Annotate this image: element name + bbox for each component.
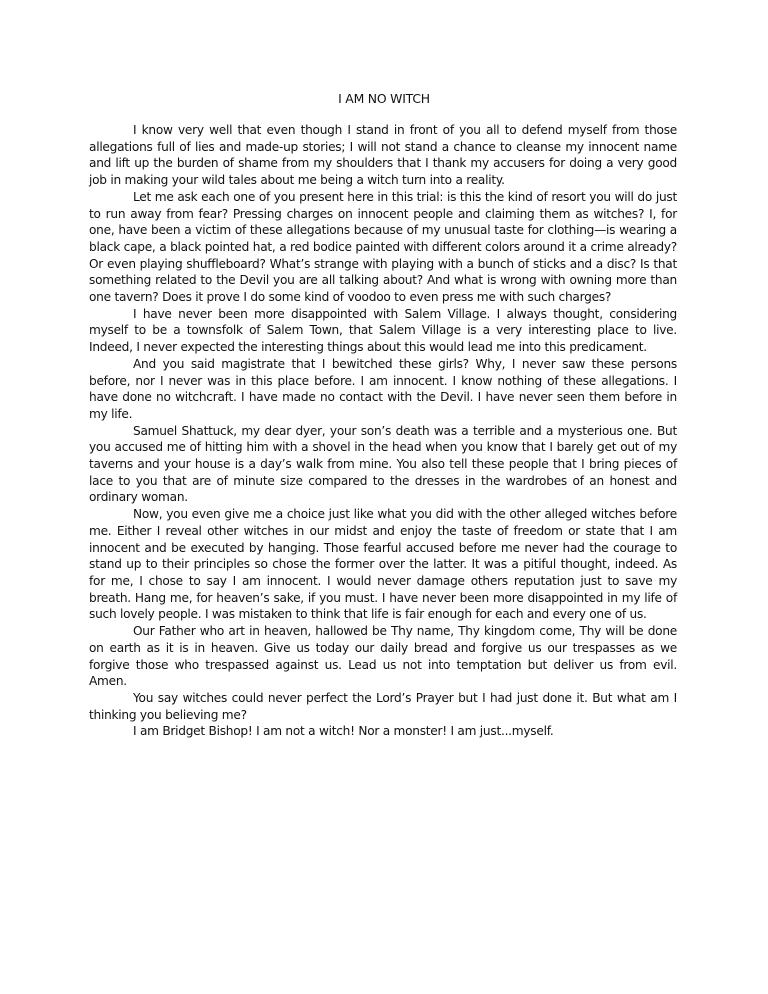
- paragraph: I am Bridget Bishop! I am not a witch! Nor a monster! I am just...myself.: [133, 724, 554, 739]
- paragraph: Let me ask each one of you present here in this trial: is this the kind of resort you will do just to run away from fear? Pressing charges on innocent people and claiming them as witches? I, for one, have been a victim of these allegations because of my unusual taste for clothing—is wearing a black cape, a black pointed hat, a red bodice painted with different colors around it a crime already? Or even playing shuffleboard? What’s strange with playing with a bunch of sticks and a disc? Is that something related to the Devil you are all talking about? And what is wrong with owning more than one tavern? Does it prove I do some kind of voodoo to even press me with such charges?: [89, 189, 677, 305]
- paragraph: And you said magistrate that I bewitched these girls? Why, I never saw these persons before, nor I never was in this place before. I am innocent. I know nothing of these allegations. I have done no witchcraft. I have made no contact with the Devil. I have never seen them before in my life.: [89, 356, 677, 421]
- paragraph: Our Father who art in heaven, hallowed be Thy name, Thy kingdom come, Thy will be done on earth as it is in heaven. Give us today our daily bread and forgive us our trespasses as we forgive those who trespassed against us. Lead us not into temptation but deliver us from evil. Amen.: [89, 624, 677, 689]
- paragraph: You say witches could never perfect the Lord’s Prayer but I had just done it. But what am I thinking you believing me?: [89, 690, 677, 722]
- document-body: [89, 122, 677, 740]
- paragraph: I have never been more disappointed with Salem Village. I always thought, considering myself to be a townsfolk of Salem Town, that Salem Village is a very interesting place to live. Indeed, I never expected the interesting things about this would lead me into this predicament.: [89, 306, 677, 355]
- paragraph: Samuel Shattuck, my dear dyer, your son’s death was a terrible and a mysterious one. But you accused me of hitting him with a shovel in the head when you know that I barely get out of my taverns and your house is a day’s walk from mine. You also tell these people that I bring pieces of lace to you that are of minute size compared to the dresses in the wardrobes of an honest and ordinary woman.: [89, 423, 677, 505]
- document-title: I AM NO WITCH: [338, 91, 430, 106]
- paragraph: Now, you even give me a choice just like what you did with the other alleged witches before me. Either I reveal other witches in our midst and enjoy the taste of freedom or state that I am innocent and be executed by hanging. Those fearful accused before me never had the courage to stand up to their principles so chose the former over the latter. It was a pitiful thought, indeed. As for me, I chose to say I am innocent. I would never damage others reputation just to save my breath. Hang me, for heaven’s sake, if you must. I have never been more disappointed in my life of such lovely people. I was mistaken to think that life is fair enough for each and every one of us.: [89, 507, 677, 622]
- paragraph: I know very well that even though I stand in front of you all to defend myself from those allegations full of lies and made-up stories; I will not stand a chance to cleanse my innocent name and lift up the burden of shame from my shoulders that I thank my accusers for doing a very good job in making your wild tales about me being a witch turn into a reality.: [89, 123, 677, 188]
